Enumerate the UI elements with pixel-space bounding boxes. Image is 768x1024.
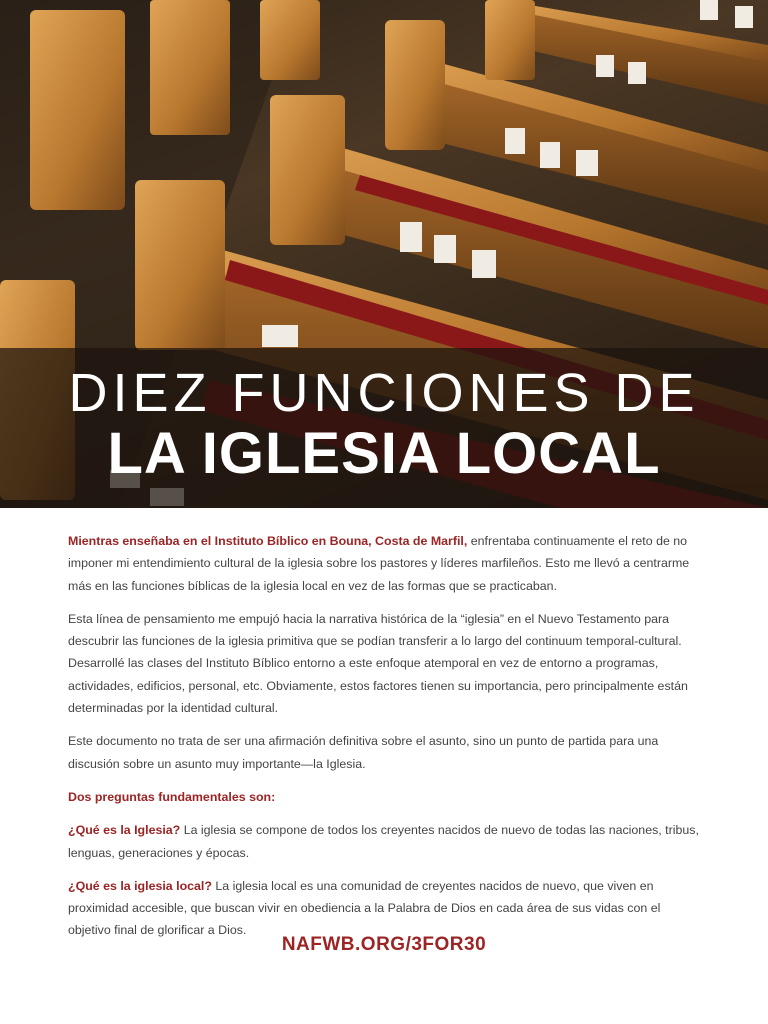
intro-text: enfrentaba continuamente el reto de no imponer mi entendimiento cultural de la iglesia sobre los pastores y líderes marfileños. Esto me llevó a centrarme más en las funciones bíblicas de la iglesia local en vez de las formas que se practicaban. <box>68 534 690 593</box>
paragraph-question-church <box>68 819 702 864</box>
article-body <box>68 530 702 953</box>
paragraph-intro <box>68 530 702 597</box>
paragraph-history: Esta línea de pensamiento me empujó hacia la narrativa histórica de la “iglesia” en el Nuevo Testamento para descubrir las funciones de la iglesia primitiva que se podían transferir a lo largo del continuum temporal-cultural. Desarrollé las clases del Instituto Bíblico entorno a este enfoque atemporal en vez de entorno a programas, actividades, edificios, personal, etc. Obviamente, estos factores tienen su importancia, pero principalmente están determinadas por la identidad cultural. <box>68 611 688 716</box>
page-title-line2: LA IGLESIA LOCAL <box>107 421 661 486</box>
question-church-answer: La iglesia se compone de todos los creyentes nacidos de nuevo de todas las naciones, tribus, lenguas, generaciones y épocas. <box>68 823 699 860</box>
question-local-church-answer: La iglesia local es una comunidad de creyentes nacidos de nuevo, que viven en proximidad accesible, que buscan vivir en obediencia a la Palabra de Dios en cada área de sus vidas con el objetivo final de glorificar a Dios. <box>68 878 661 938</box>
hero-photo-church-pews <box>0 0 768 508</box>
page-title-line1: DIEZ FUNCIONES DE <box>68 363 700 423</box>
intro-lead: Mientras enseñaba en el Instituto Bíblico en Bouna, Costa de Marfil, <box>68 534 468 548</box>
question-local-church-label: ¿Qué es la iglesia local? <box>68 878 212 893</box>
paragraph-purpose: Este documento no trata de ser una afirmación definitiva sobre el asunto, sino un punto de partida para una discusión sobre un asunto muy importante—la Iglesia. <box>68 734 659 771</box>
questions-heading: Dos preguntas fundamentales son: <box>68 789 276 804</box>
question-church-label: ¿Qué es la Iglesia? <box>68 823 181 838</box>
paragraph-question-local-church <box>68 875 702 942</box>
website-link[interactable]: NAFWB.ORG/3FOR30 <box>281 934 487 955</box>
title-band <box>0 348 768 508</box>
